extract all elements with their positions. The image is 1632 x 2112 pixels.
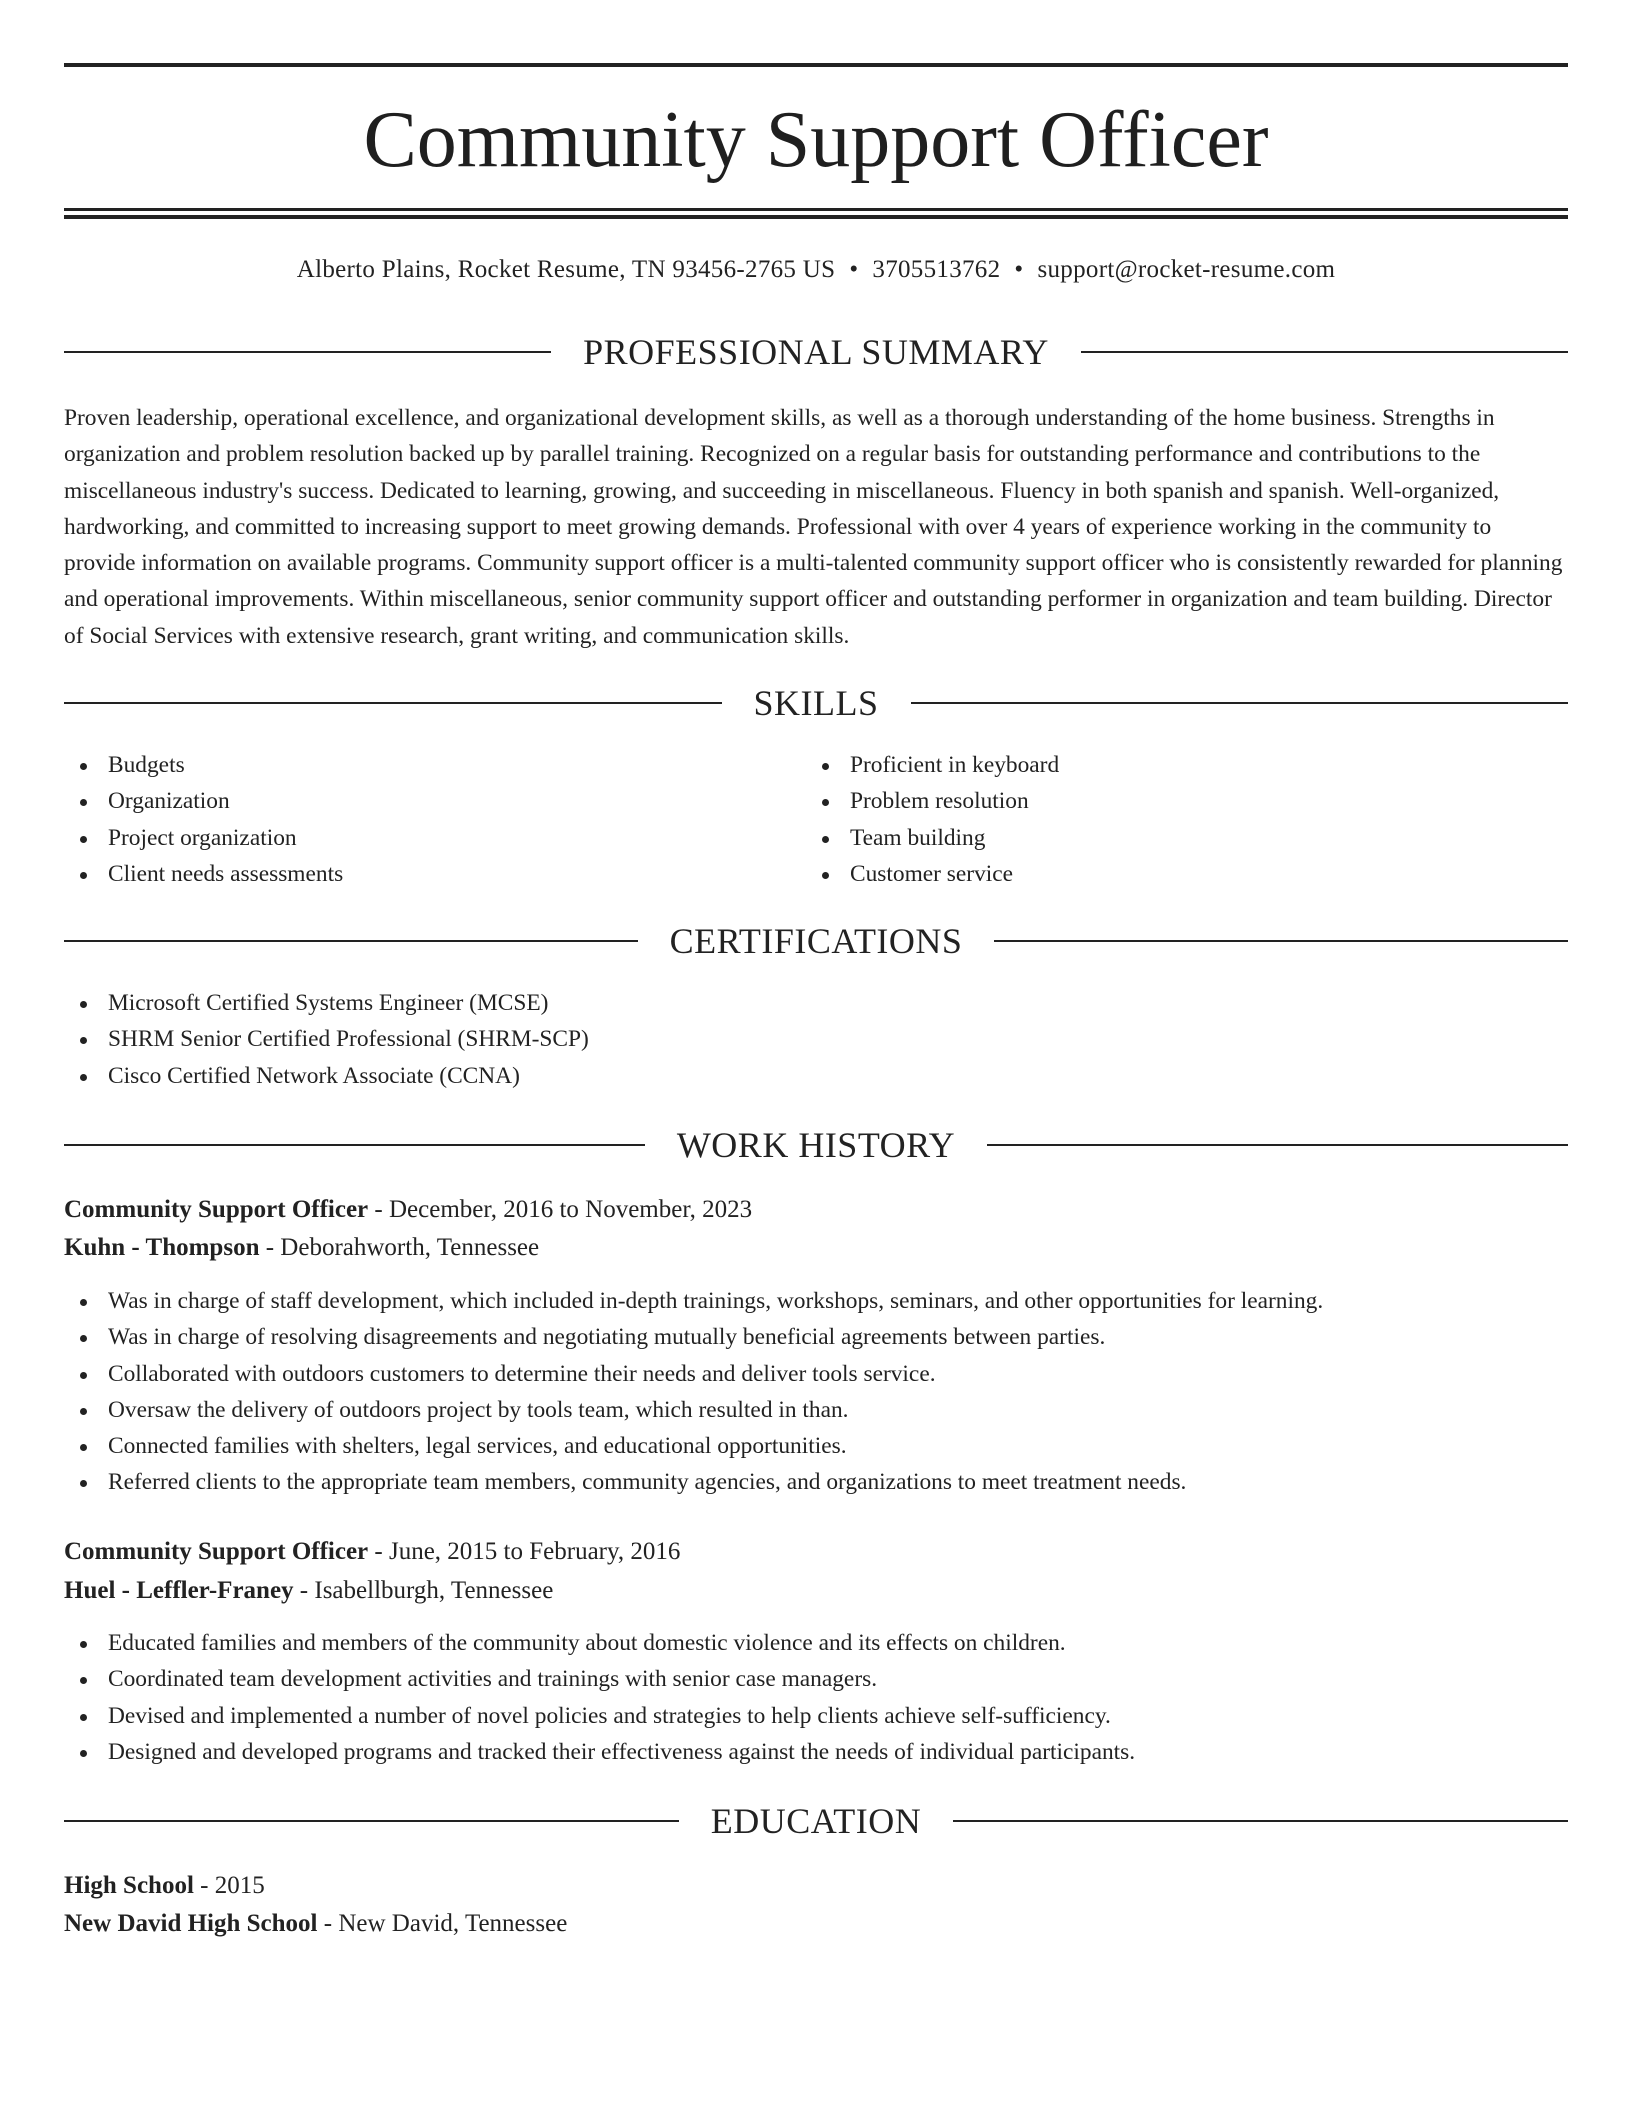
contact-line: [64, 254, 1568, 286]
job-dates: - December, 2016 to November, 2023: [368, 1196, 753, 1223]
section-heading-education: [64, 1799, 1568, 1843]
job-location: - Deborahworth, Tennessee: [259, 1234, 540, 1261]
job-title-line: [64, 1533, 1568, 1571]
heading-rule: [64, 351, 551, 353]
skill-item: Client needs assessments: [64, 856, 804, 892]
skills-list-left: [64, 747, 804, 892]
skill-item: Project organization: [64, 820, 804, 856]
education-school: New David High School: [64, 1910, 318, 1937]
summary-text: Proven leadership, operational excellence, and organizational development skills, as well as a thorough understanding of the home business. Strengths in organization and problem resolution backed up by parallel training. Recognized on a regular basis for outstanding performance and contributions to the miscellaneous industry's success. Dedicated to learning, growing, and succeeding in miscellaneous. Fluency in both spanish and spanish. Well-organized, hardworking, and committed to increasing support to meet growing demands. Professional with over 4 years of experience working in the community to provide information on available programs. Community support officer is a multi-talented community support officer who is consistently rewarded for planning and operational improvements. Within miscellaneous, senior community support officer and outstanding performer in organization and team building. Director of Social Services with extensive research, grant writing, and communication skills.: [64, 405, 1563, 649]
job-company: Kuhn - Thompson: [64, 1234, 260, 1261]
skills-list-right: [806, 747, 1546, 892]
section-heading-work-history: [64, 1123, 1568, 1167]
section-title: SKILLS: [753, 683, 879, 723]
section-heading-certifications: [64, 919, 1568, 963]
job-title: Community Support Officer: [64, 1538, 369, 1565]
section-heading-summary: [64, 330, 1568, 374]
job-bullets: [64, 1283, 1568, 1501]
job-bullet: Coordinated team development activities and trainings with senior case managers.: [64, 1661, 1568, 1697]
skill-item: Problem resolution: [806, 783, 1546, 819]
title-rule: [64, 208, 1568, 211]
skill-item: Organization: [64, 783, 804, 819]
section-title: EDUCATION: [710, 1801, 922, 1841]
job-bullet: Was in charge of resolving disagreements and negotiating mutually beneficial agreements between parties.: [64, 1319, 1568, 1355]
heading-rule: [953, 1820, 1568, 1822]
skill-item: Team building: [806, 820, 1546, 856]
skill-item: Proficient in keyboard: [806, 747, 1546, 783]
job-bullet: Educated families and members of the community about domestic violence and its effects on children.: [64, 1625, 1568, 1661]
skill-item: Budgets: [64, 747, 804, 783]
certification-item: Microsoft Certified Systems Engineer (MCSE): [64, 985, 1568, 1021]
section-title: WORK HISTORY: [676, 1125, 956, 1165]
job-company-line: [64, 1572, 1568, 1610]
job-bullet: Referred clients to the appropriate team members, community agencies, and organizations to meet treatment needs.: [64, 1464, 1568, 1500]
job-bullet: Devised and implemented a number of novel policies and strategies to help clients achieve self-sufficiency.: [64, 1698, 1568, 1734]
job-bullet: Collaborated with outdoors customers to determine their needs and deliver tools service.: [64, 1356, 1568, 1392]
job-company: Huel - Leffler-Franey: [64, 1577, 294, 1604]
heading-rule: [64, 702, 722, 704]
heading-rule: [987, 1144, 1568, 1146]
section-title: PROFESSIONAL SUMMARY: [583, 332, 1049, 372]
top-rule: [64, 63, 1568, 67]
contact-phone: 3705513762: [872, 256, 1001, 283]
heading-rule: [64, 940, 638, 942]
heading-rule: [911, 702, 1569, 704]
contact-separator: •: [1014, 256, 1024, 283]
certification-item: SHRM Senior Certified Professional (SHRM-SCP): [64, 1021, 1568, 1057]
heading-rule: [64, 1820, 679, 1822]
job-bullet: Connected families with shelters, legal services, and educational opportunities.: [64, 1428, 1568, 1464]
job-company-line: [64, 1229, 1568, 1267]
page-title: Community Support Officer: [363, 96, 1269, 184]
education-school-line: [64, 1905, 1568, 1943]
education-degree-line: [64, 1867, 1568, 1905]
job-bullets: [64, 1625, 1568, 1770]
certification-item: Cisco Certified Network Associate (CCNA): [64, 1058, 1568, 1094]
job-bullet: Designed and developed programs and tracked their effectiveness against the needs of individual participants.: [64, 1734, 1568, 1770]
heading-rule: [64, 1144, 645, 1146]
job-bullet: Was in charge of staff development, which included in-depth trainings, workshops, seminars, and other opportunities for learning.: [64, 1283, 1568, 1319]
job-bullet: Oversaw the delivery of outdoors project by tools team, which resulted in than.: [64, 1392, 1568, 1428]
education-location: - New David, Tennessee: [317, 1910, 568, 1937]
job-title: Community Support Officer: [64, 1196, 369, 1223]
job-location: - Isabellburgh, Tennessee: [293, 1577, 554, 1604]
job-title-line: [64, 1191, 1568, 1229]
contact-email: support@rocket-resume.com: [1037, 256, 1336, 283]
skill-item: Customer service: [806, 856, 1546, 892]
heading-rule: [1081, 351, 1568, 353]
job-dates: - June, 2015 to February, 2016: [368, 1538, 681, 1565]
contact-separator: •: [849, 256, 859, 283]
education-degree: High School: [64, 1872, 194, 1899]
section-heading-skills: [64, 681, 1568, 725]
section-title: CERTIFICATIONS: [669, 921, 963, 961]
title-rule: [64, 215, 1568, 219]
heading-rule: [994, 940, 1568, 942]
certifications-list: [64, 985, 1568, 1094]
contact-address: Alberto Plains, Rocket Resume, TN 93456-2765 US: [296, 256, 836, 283]
education-year: - 2015: [193, 1872, 265, 1899]
